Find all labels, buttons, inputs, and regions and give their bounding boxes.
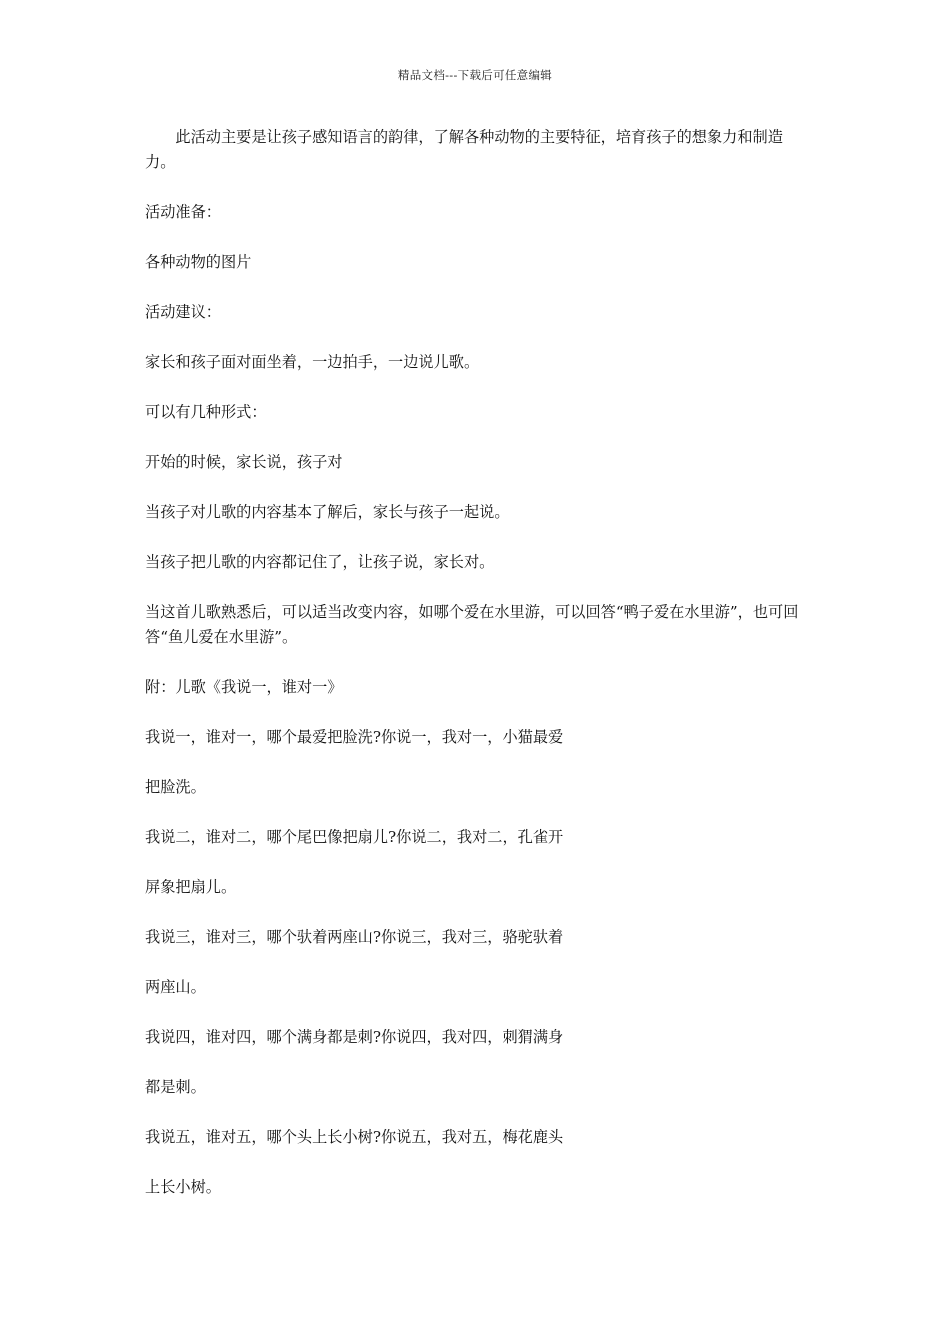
advice-heading: 活动建议：	[145, 303, 221, 321]
verse-3-line-a: 我说三，谁对三，哪个驮着两座山?你说三，我对三，骆驼驮着	[145, 928, 564, 946]
verse-4-line-b: 都是刺。	[145, 1078, 206, 1096]
prep-text: 各种动物的图片	[145, 253, 252, 271]
verse-3-line-b: 两座山。	[145, 978, 206, 996]
form-item-2: 当孩子对儿歌的内容基本了解后，家长与孩子一起说。	[145, 503, 510, 521]
song-title: 附：儿歌《我说一，谁对一》	[145, 678, 343, 696]
form-item-4: 当这首儿歌熟悉后，可以适当改变内容，如哪个爱在水里游，可以回答“鸭子爱在水里游”，也可回答“鱼儿爱在水里游”。	[145, 603, 799, 646]
verse-2-line-a: 我说二，谁对二，哪个尾巴像把扇儿?你说二，我对二，孔雀开	[145, 828, 564, 846]
verse-5-line-a: 我说五，谁对五，哪个头上长小树?你说五，我对五，梅花鹿头	[145, 1128, 564, 1146]
verse-2-line-b: 屏象把扇儿。	[145, 878, 237, 896]
form-item-1: 开始的时候，家长说，孩子对	[145, 453, 343, 471]
prep-heading: 活动准备：	[145, 203, 221, 221]
verse-1-line-a: 我说一，谁对一，哪个最爱把脸洗?你说一，我对一，小猫最爱	[145, 728, 564, 746]
form-item-3: 当孩子把儿歌的内容都记住了，让孩子说，家长对。	[145, 553, 495, 571]
verse-4-line-a: 我说四，谁对四，哪个满身都是刺?你说四，我对四，刺猬满身	[145, 1028, 564, 1046]
verse-1-line-b: 把脸洗。	[145, 778, 206, 796]
forms-heading: 可以有几种形式：	[145, 403, 267, 421]
page-header: 精品文档---下载后可任意编辑	[397, 68, 553, 82]
intro-paragraph: 此活动主要是让孩子感知语言的韵律，了解各种动物的主要特征，培育孩子的想象力和制造力。	[145, 128, 783, 171]
advice-text: 家长和孩子面对面坐着，一边拍手，一边说儿歌。	[145, 353, 480, 371]
document-body	[145, 125, 810, 1200]
verse-5-line-b: 上长小树。	[145, 1178, 221, 1196]
